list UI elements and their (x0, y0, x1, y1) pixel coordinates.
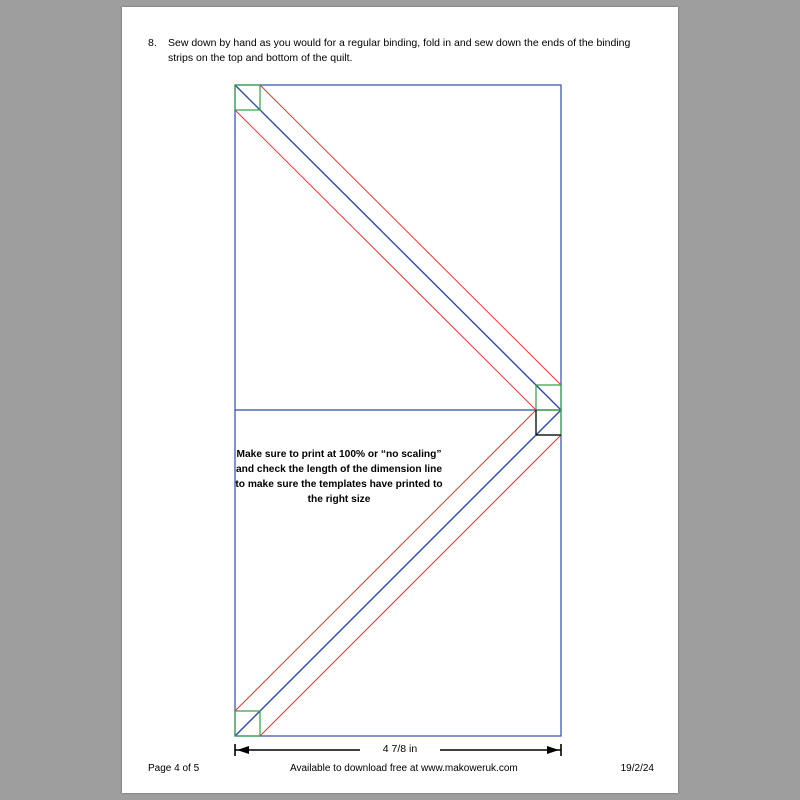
print-scaling-note: Make sure to print at 100% or “no scaling” and check the length of the dimension line to make sure the templates have printed to the right size (235, 449, 443, 505)
step-text: Sew down by hand as you would for a regular binding, fold in and sew down the ends of the binding strips on the top and bottom of the quilt. (168, 37, 631, 64)
top-strip-upper-edge (235, 85, 561, 410)
page-number: Page 4 of 5 (148, 763, 200, 774)
dimension-label: 4 7/8 in (360, 743, 440, 755)
document-date: 19/2/24 (620, 763, 654, 774)
dimension-arrow-right (547, 746, 559, 754)
top-strip-seam-line-2 (235, 110, 536, 410)
dimension-arrow-left (237, 746, 249, 754)
binding-template-diagram (122, 7, 678, 793)
download-notice: Available to download free at www.makoweruk.com (290, 763, 518, 774)
step-number: 8. (148, 37, 157, 49)
top-strip-seam-line-1 (260, 85, 561, 385)
document-page (122, 7, 678, 793)
